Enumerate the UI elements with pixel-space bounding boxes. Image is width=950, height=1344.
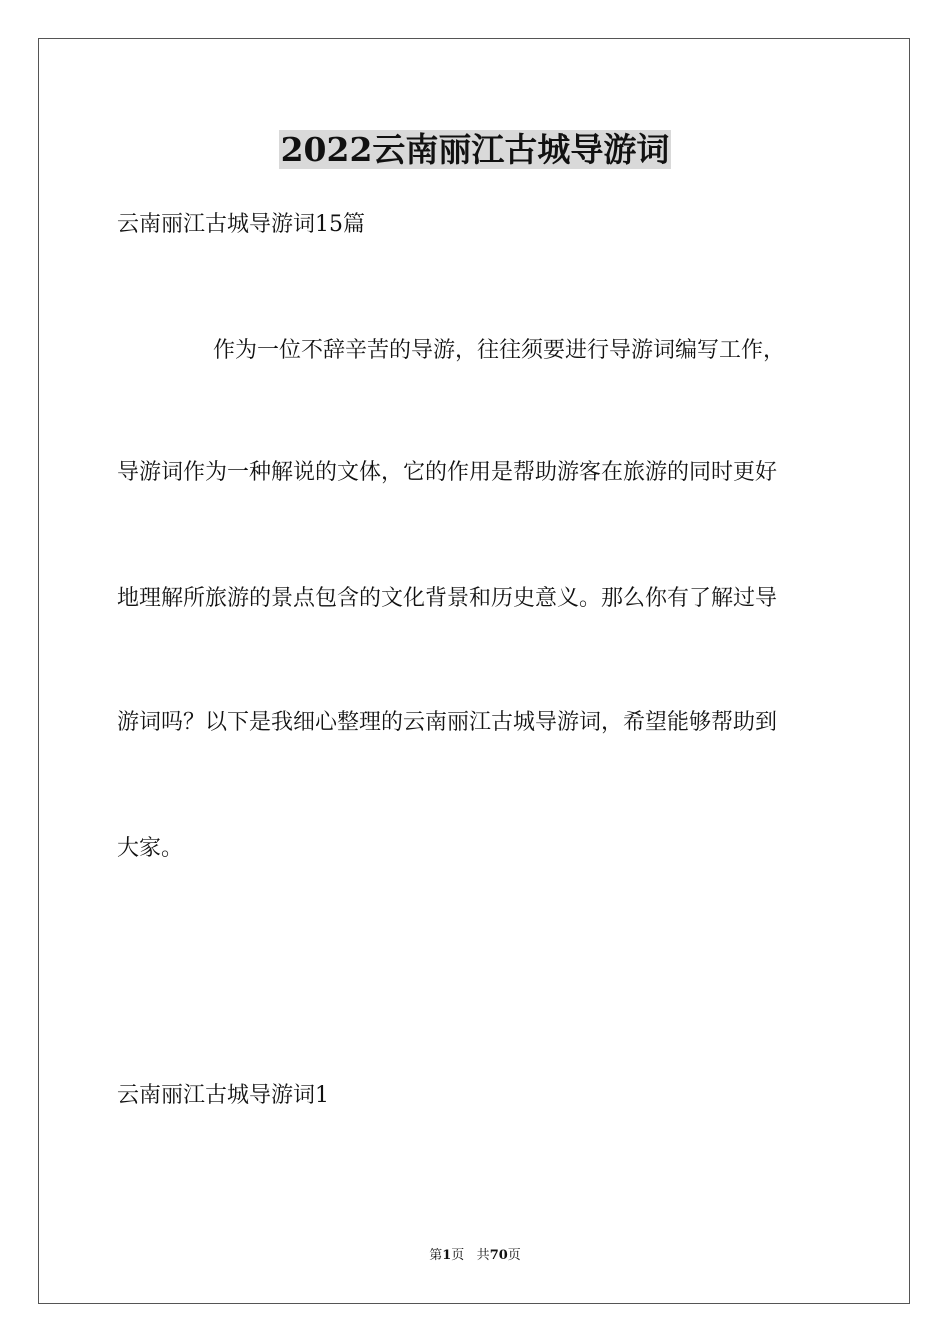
paragraph-line: 导游词作为一种解说的文体，它的作用是帮助游客在旅游的同时更好 bbox=[117, 460, 778, 485]
document-subtitle: 云南丽江古城导游词15篇 bbox=[117, 212, 365, 237]
paragraph-line: 大家。 bbox=[117, 836, 184, 861]
total-pages: 70 bbox=[489, 1248, 508, 1263]
paragraph-line: 作为一位不辞辛苦的导游，往往须要进行导游词编写工作， bbox=[213, 338, 786, 363]
page-suffix: 页 bbox=[451, 1248, 465, 1263]
document-title bbox=[0, 128, 950, 172]
document-title-text: 2022云南丽江古城导游词 bbox=[280, 130, 670, 169]
paragraph-line: 地理解所旅游的景点包含的文化背景和历史意义。那么你有了解过导 bbox=[117, 586, 778, 611]
page-number: 1 bbox=[442, 1248, 452, 1263]
page-footer bbox=[0, 1247, 950, 1265]
paragraph-line: 游词吗？以下是我细心整理的云南丽江古城导游词，希望能够帮助到 bbox=[117, 710, 778, 735]
section-heading: 云南丽江古城导游词1 bbox=[117, 1083, 329, 1108]
page-prefix: 第 bbox=[429, 1248, 443, 1263]
total-prefix: 共 bbox=[476, 1248, 490, 1263]
total-suffix: 页 bbox=[507, 1248, 521, 1263]
